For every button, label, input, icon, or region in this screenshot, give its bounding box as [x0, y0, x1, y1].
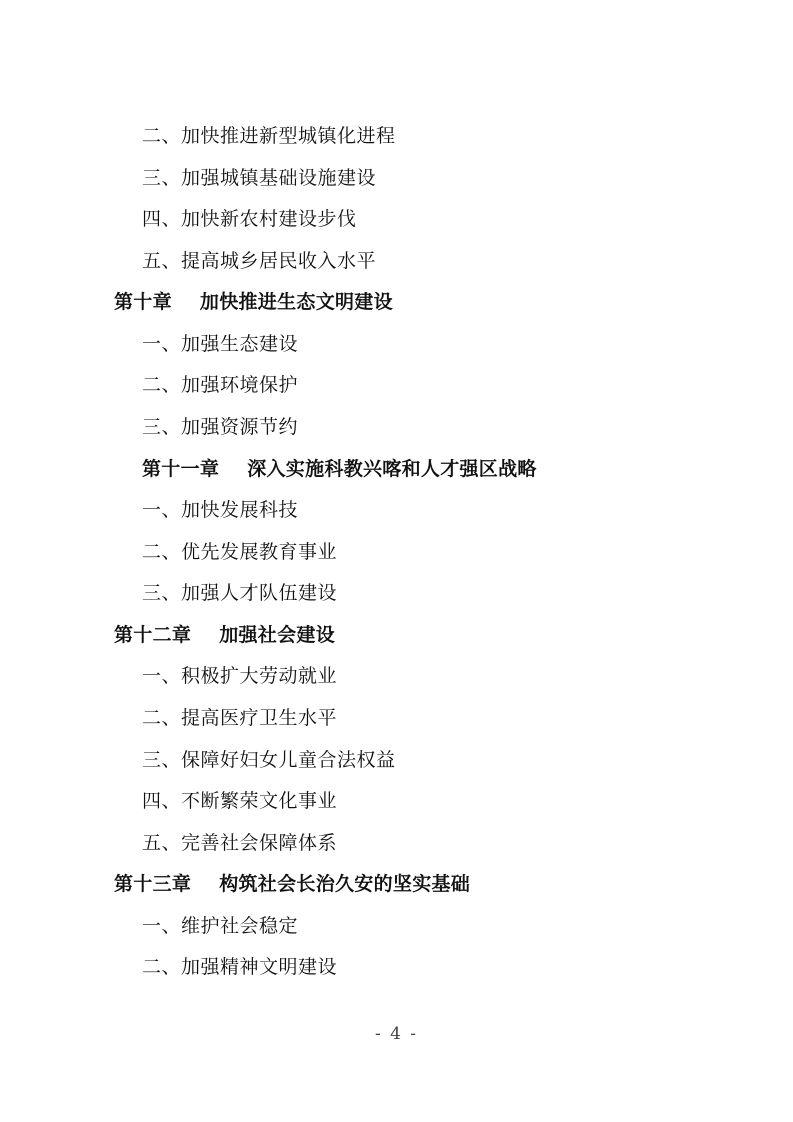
toc-section-item: 二、加快推进新型城镇化进程 — [142, 125, 396, 147]
toc-section-item: 二、加强环境保护 — [142, 374, 299, 396]
toc-section-item: 四、加快新农村建设步伐 — [142, 208, 357, 230]
toc-section-item: 二、提高医疗卫生水平 — [142, 707, 338, 729]
toc-section-item: 三、加强人才队伍建设 — [142, 582, 338, 604]
page-number: - 4 - — [374, 1024, 419, 1044]
toc-section-item: 一、加强生态建设 — [142, 333, 299, 355]
toc-section-item: 五、提高城乡居民收入水平 — [142, 250, 377, 272]
toc-section-item: 三、保障好妇女儿童合法权益 — [142, 749, 396, 771]
chapter-title: 构筑社会长治久安的坚实基础 — [219, 873, 471, 895]
chapter-number: 第十二章 — [114, 624, 192, 646]
toc-section-item: 二、加强精神文明建设 — [142, 956, 338, 978]
toc-section-item: 三、加强城镇基础设施建设 — [142, 167, 377, 189]
chapter-number: 第十三章 — [114, 873, 192, 895]
chapter-number: 第十一章 — [142, 458, 220, 480]
toc-section-item: 一、维护社会稳定 — [142, 915, 299, 937]
toc-section-item: 四、不断繁荣文化事业 — [142, 790, 338, 812]
toc-section-item: 一、积极扩大劳动就业 — [142, 665, 338, 687]
toc-chapter-heading — [114, 872, 470, 896]
chapter-title: 加强社会建设 — [219, 624, 336, 646]
toc-chapter-heading — [142, 457, 537, 481]
toc-chapter-heading — [114, 290, 393, 314]
chapter-title: 加快推进生态文明建设 — [199, 291, 393, 313]
toc-section-item: 三、加强资源节约 — [142, 416, 299, 438]
toc-section-item: 一、加快发展科技 — [142, 499, 299, 521]
chapter-title: 深入实施科教兴喀和人才强区战略 — [247, 458, 537, 480]
toc-chapter-heading — [114, 623, 335, 647]
chapter-number: 第十章 — [114, 291, 172, 313]
toc-section-item: 五、完善社会保障体系 — [142, 832, 338, 854]
toc-section-item: 二、优先发展教育事业 — [142, 541, 338, 563]
